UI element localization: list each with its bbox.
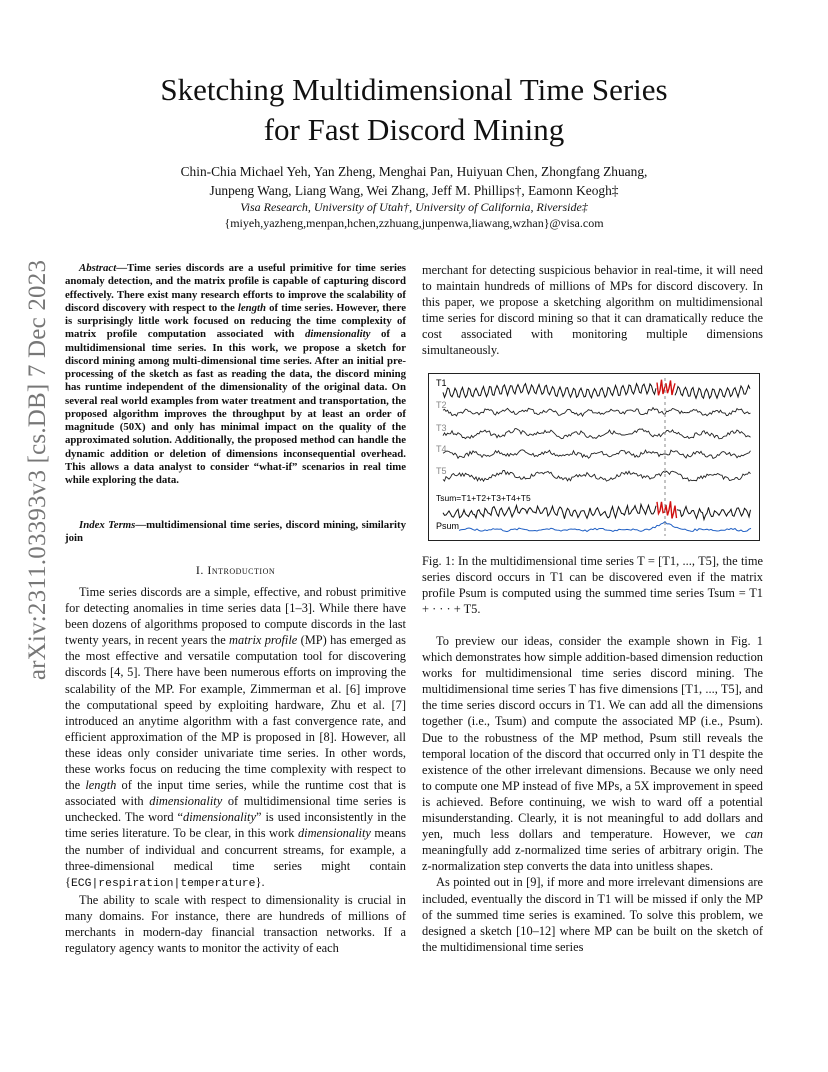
author-list [0,162,828,200]
title-line-2: for Fast Discord Mining [263,112,565,147]
label-t2: T2 [436,400,447,410]
paper-title [0,70,828,150]
title-line-1: Sketching Multidimensional Time Series [160,72,668,107]
figure-1-caption: Fig. 1: In the multidimensional time series T = [T1, ..., T5], the time series discord occurs in T1 can be discovered even if the matrix profile Psum is computed using the summed time series Tsum = T1 + · · · + T5. [422,554,763,617]
label-t5: T5 [436,466,447,476]
index-terms-label: Index Terms [79,519,136,531]
index-terms [65,519,406,546]
label-t4: T4 [436,444,447,454]
t1-series [443,384,656,398]
section-heading-introduction: I. Introduction [195,563,276,577]
authors-line-2: Junpeng Wang, Liang Wang, Wei Zhang, Jeff M. Phillips†, Eamonn Keogh‡ [209,183,619,198]
tsum-discord-segment [657,501,677,518]
abstract-text: of time series. However, there is surprisingly little work focused on reducing the time complexity of matrix profile computation associated with [65,301,406,341]
author-emails: {miyeh,yazheng,menpan,hchen,zzhuang,junpenwa,liawang,wzhan}@visa.com [224,216,604,230]
abstract-text: of a multidimensional time series. In this work, we propose a sketch for discord mining among multi-dimensional time series. After an initial pre-processing of the sketch as fast as reading the data, the discord mining has runtime independent of the dimensionality of the original data. On several real world examples from water treatment and transportation, the proposed algorithm improves the throughput by at least an order of magnitude (50X) and only has minimal impact on the quality of the approximated solution. Additionally, the proposed method can handle the dynamic addition or deletion of dimensions inconsequential overhead. This allows a data analyst to consider “what-if” scenarios in real time while exploring the data. [65,328,406,486]
intro-column-left [65,584,406,956]
body-paragraph-2: As pointed out in [9], if more and more irrelevant dimensions are included, eventually the discord in T1 will be missed if only the MP of the summed time series is examined. To solve this problem, we designed a sketch [10–12] where MP can be built on the sketch of the multidimensional time series [422,875,763,954]
intro-paragraph-1: Time series discords are a simple, effective, and robust primitive for detecting anomalies in time series data [1–3]. While there have been dozens of algorithms proposed to compute discords in the last twenty years, in recent years the matrix profile (MP) has emerged as the most effective and versatile computation tool for discovering discords [4, 5]. There have been numerous efforts on improving the scalability of the MP. For example, Zimmerman et al. [6] improve the computational speed by exploiting hardware, Zhu et al. [7] introduced an anytime algorithm with a fast convergence rate, and efficient approximation of the MP is proposed in [8]. However, all these ideas only consider univariate time series. In other words, these works focus on reducing the time complexity with respect to the length of the input time series, while the runtime cost that is associated with dimensionality of multidimensional time series is unchecked. The word “dimensionality” is used inconsistently in the time series literature. To be clear, in this work dimensionality means the number of individual and concurrent streams, for example, a three-dimensional medical time series might contain {ECG|respiration|temperature}. [65,585,406,890]
label-psum: Psum [436,521,460,531]
body-column-right [422,633,763,955]
abstract-text: —Time series discords are a useful primitive for time series anomaly detection, and the matrix profile is capable of capturing discord effectively. There exist many research efforts to improve the scalability of discord discovery with respect to the [65,262,406,314]
abstract-emphasis: length [237,301,267,314]
label-tsum: Tsum=T1+T2+T3+T4+T5 [436,493,531,503]
intro-paragraph-2: The ability to scale with respect to dimensionality is crucial in many domains. For instance, there are hundreds of millions of merchants in modern-day financial transaction networks. If a regulatory agency wants to monitor the activity of each [65,892,406,956]
abstract-emphasis: dimensionality [304,328,371,341]
t3-series [443,429,751,439]
t2-series [443,408,751,417]
index-terms-text: —multidimensional time series, discord mining, similarity join [65,519,406,545]
intro-column-right-top [422,262,763,359]
authors-line-1: Chin-Chia Michael Yeh, Yan Zheng, Menghai Pan, Huiyuan Chen, Zhongfang Zhuang, [180,164,648,179]
tsum-series [677,507,751,520]
affiliations: Visa Research, University of Utah†, University of California, Riverside‡ [240,200,588,214]
t4-series [443,450,751,459]
t1-discord-segment [657,380,675,396]
psum-profile [459,522,751,532]
abstract [65,262,406,487]
body-paragraph-1: To preview our ideas, consider the example shown in Fig. 1 which demonstrates how simple addition-based dimension reduction works for multidimensional time series discord mining. The multidimensional time series T has five dimensions [T1, ..., T5], and the time series discord occurs in T1. We can add all the dimensions together (i.e., Tsum) and compute the associated MP (i.e., Psum). Due to the robustness of the MP method, Psum still reveals the temporal location of the discord that occurred only in T1 despite the existence of the other irrelevant dimensions. Because we only need to compute one MP instead of five MPs, a 5X improvement in speed is achieved. Before continuing, we wish to ward off a potential misunderstanding. Clearly, it is not meaningful to add dollars and yen, much less dollars and temperature. However, we can meaningfully add z-normalized time series of arbitrary origin. The z-normalization step converts the data into unitless shapes. [422,634,763,874]
t5-series [443,471,751,482]
figure-1 [428,373,760,541]
arxiv-identifier: arXiv:2311.03393v3 [cs.DB] 7 Dec 2023 [24,259,51,681]
figure-1-plot [429,374,759,540]
t1-series [675,386,750,399]
abstract-label: Abstract [79,262,117,274]
label-t3: T3 [436,423,447,433]
intro-paragraph-2-continued: merchant for detecting suspicious behavior in real-time, it will need to maintain hundreds of millions of MPs for discord discovery. In this paper, we propose a sketching algorithm on multidimensional time series for discord mining so that it can dramatically reduce the cost associated with monitoring multiple dimensions simultaneously. [422,263,763,358]
arxiv-sidebar [18,259,58,681]
label-t1: T1 [436,378,447,388]
tsum-series [443,504,656,518]
